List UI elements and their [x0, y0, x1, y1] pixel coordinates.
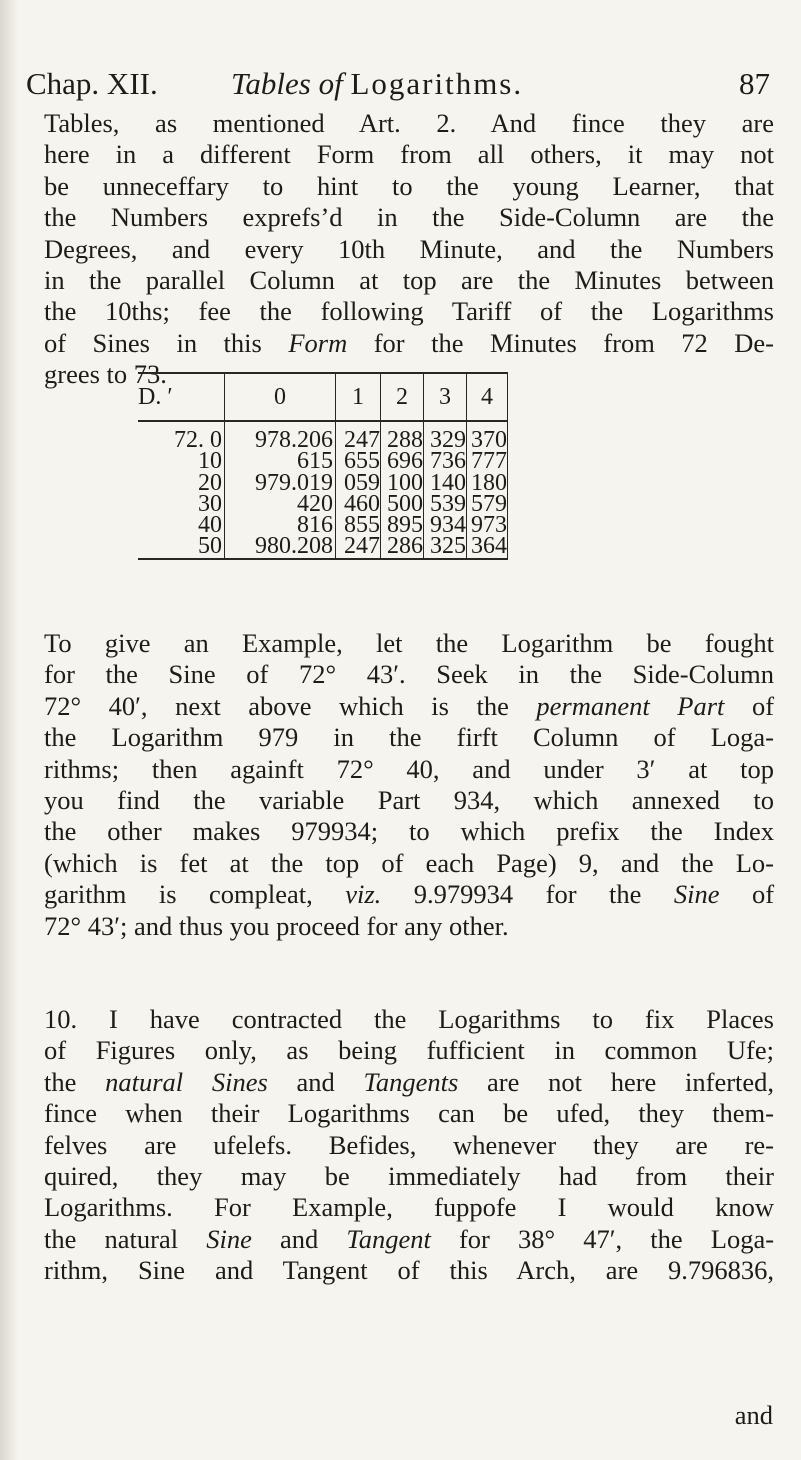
text-line [44, 1224, 774, 1255]
table-row [138, 421, 508, 451]
text-line: rithms; then againft 72° 40, and under 3′ at top [44, 753, 774, 784]
text-line: here in a different Form from all others, it may not [44, 139, 774, 170]
cell-log: 364 [467, 536, 508, 558]
table-row [138, 536, 508, 558]
cell-log: 140 [424, 473, 467, 494]
chapter-label: Chap. XII. [26, 66, 158, 101]
logarithm-tariff-table [138, 372, 508, 560]
text-line [44, 691, 774, 722]
text-line: quired, they may be immediately had from their [44, 1160, 774, 1191]
header-degrees: D. ′ [138, 383, 173, 410]
italic-form: Form [288, 327, 348, 358]
cell-log: 247 [336, 536, 381, 558]
italic-permanent-part: permanent Part [536, 690, 725, 721]
text-line [44, 879, 774, 910]
cell-log: 934 [424, 515, 467, 536]
cell-log: 539 [424, 494, 467, 515]
text-line: grees to 73. [44, 359, 167, 390]
cell-log: 370 [467, 421, 508, 451]
catchword: and [734, 1400, 773, 1430]
italic-natural-sines: natural Sines [105, 1066, 268, 1097]
cell-log: 180 [467, 473, 508, 494]
text-line: felves are ufelefs. Befides, whenever they are re- [44, 1129, 774, 1160]
cell-log: 696 [381, 451, 424, 472]
cell-log: 500 [381, 494, 424, 515]
cell-log: 973 [467, 515, 508, 536]
text-line: in the parallel Column at top are the Minutes between [44, 264, 774, 295]
text-run: the [44, 1066, 77, 1097]
cell-log: 100 [381, 473, 424, 494]
text-run: 72° 40′, next above which is the [44, 690, 509, 721]
italic-sine: Sine [673, 879, 720, 910]
page-number: 87 [739, 66, 770, 101]
italic-tangents: Tangents [363, 1066, 459, 1097]
running-header [26, 62, 770, 106]
cell-log: 286 [381, 536, 424, 558]
cell-log: 460 [336, 494, 381, 515]
text-line: 10. I have contracted the Logarithms to fix Places [44, 1004, 774, 1034]
running-title-caps: Logarithms. [350, 66, 524, 101]
text-run: of Sines in this [44, 327, 262, 358]
text-line: fince when their Logarithms can be ufed, they them- [44, 1098, 774, 1129]
text-run: and [296, 1066, 335, 1097]
cell-log: 777 [467, 451, 508, 472]
text-run: for the Minutes from 72 De- [373, 327, 775, 358]
paragraph-contracted-logs [44, 1004, 774, 1287]
running-title-italic: Tables of [231, 66, 343, 101]
cell-log: 980.208 [225, 536, 336, 558]
text-line: the Logarithm 979 in the firft Column of Loga- [44, 722, 774, 753]
header-minute-3: 3 [424, 373, 467, 421]
text-run: are not here inferted, [487, 1066, 775, 1097]
cell-log: 329 [424, 421, 467, 451]
cell-degrees: 40 [198, 512, 222, 539]
header-minute-4: 4 [467, 373, 508, 421]
cell-log: 979.019 [225, 473, 336, 494]
text-run: of [751, 879, 775, 910]
text-line: Logarithms. For Example, fuppofe I would know [44, 1192, 774, 1223]
cell-log: 059 [336, 473, 381, 494]
italic-sine: Sine [206, 1223, 252, 1254]
cell-log: 579 [467, 494, 508, 515]
text-line: be unneceffary to hint to the young Learner, that [44, 170, 774, 201]
cell-log: 288 [381, 421, 424, 451]
text-line: 72° 43′; and thus you proceed for any other. [44, 910, 509, 941]
text-line: Degrees, and every 10th Minute, and the Numbers [44, 233, 774, 264]
header-minute-2: 2 [381, 373, 424, 421]
cell-log: 247 [336, 421, 381, 451]
page-gutter-shadow [0, 0, 18, 1460]
italic-tangent: Tangent [346, 1223, 431, 1254]
cell-degrees: 20 [198, 469, 222, 496]
cell-log: 895 [381, 515, 424, 536]
text-line: the 10ths; fee the following Tariff of the Logarithms [44, 296, 774, 327]
cell-log: 736 [424, 451, 467, 472]
paragraph-example [44, 628, 774, 942]
cell-log: 655 [336, 451, 381, 472]
cell-log: 420 [225, 494, 336, 515]
italic-viz: viz. [345, 879, 382, 910]
text-line [44, 1067, 774, 1098]
text-line: rithm, Sine and Tangent of this Arch, are 9.796836, [44, 1255, 774, 1286]
text-line: (which is fet at the top of each Page) 9, and the Lo- [44, 847, 774, 878]
text-run: of [751, 690, 775, 721]
cell-degrees: 50 [198, 533, 222, 560]
header-minute-0: 0 [225, 373, 336, 421]
cell-log: 855 [336, 515, 381, 536]
cell-log: 978.206 [225, 421, 336, 451]
text-run: and [279, 1223, 319, 1254]
cell-log: 816 [225, 515, 336, 536]
cell-degrees: 30 [198, 490, 222, 517]
cell-log: 615 [225, 451, 336, 472]
text-line: To give an Example, let the Logarithm be fought [44, 628, 774, 658]
cell-degrees: 10 [198, 448, 222, 475]
text-line: the other makes 979934; to which prefix the Index [44, 816, 774, 847]
text-line: Tables, as mentioned Art. 2. And fince they are [44, 108, 774, 138]
table-header-row [138, 373, 508, 421]
cell-log: 325 [424, 536, 467, 558]
text-run: 9.979934 for the [413, 879, 642, 910]
header-minute-1: 1 [336, 373, 381, 421]
text-run: the natural [44, 1223, 179, 1254]
paragraph-tables-intro [44, 108, 774, 391]
text-line [44, 328, 774, 359]
text-line: for the Sine of 72° 43′. Seek in the Side-Column [44, 659, 774, 690]
text-line: you find the variable Part 934, which annexed to [44, 784, 774, 815]
text-run: for 38° 47′, the Loga- [458, 1223, 775, 1254]
text-run: garithm is compleat, [44, 879, 313, 910]
cell-degrees: 72. 0 [174, 427, 222, 453]
text-line: of Figures only, as being fufficient in common Ufe; [44, 1035, 774, 1066]
running-title [231, 62, 523, 106]
text-line: the Numbers exprefs’d in the Side-Column are the [44, 202, 774, 233]
